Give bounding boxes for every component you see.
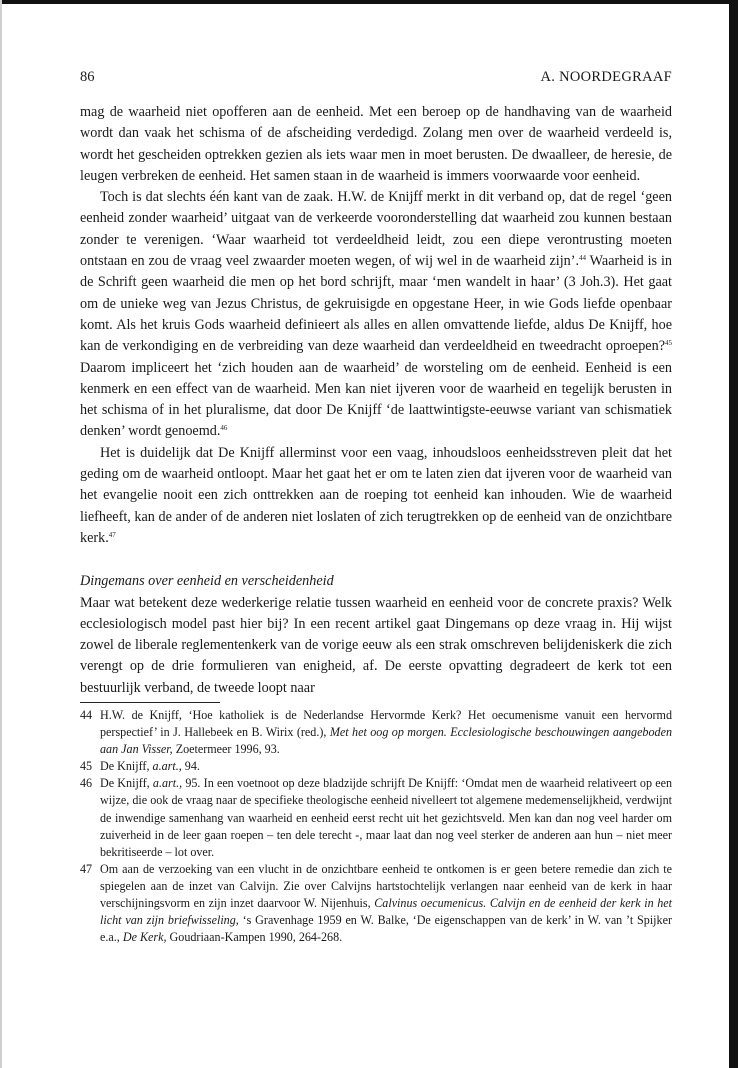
footnote-text-part: Goudriaan-Kampen 1990, 264-268.	[166, 930, 343, 945]
body-text	[80, 102, 672, 699]
footnote-text	[100, 861, 672, 946]
paragraph-2	[80, 187, 672, 443]
paragraph-2-text-c: Daarom impliceert het ‘zich houden aan de waarheid’ de worsteling om de eenheid. Eenheid is een kenmerk en een effect van de waarheid. Men kan niet ijveren voor de waarheid en tegelijk berusten in het schisma of in het pluralisme, dat door De Knijff ‘de laattwintigste-eeuwse variant van schismatiek denken’ wordt genoemd.	[80, 359, 672, 440]
footnote-text-part: H.W. de Knijff, ‘Hoe katholiek is de Nederlandse Hervormde Kerk? Het oecumenisme vanuit een hervormd perspectief’ in J. Hallebeek en B. Wirix (red.),	[100, 708, 672, 740]
paragraph-3	[80, 443, 672, 549]
footnote-47	[80, 861, 672, 946]
footnote-ref-44[interactable]: 44	[579, 254, 587, 263]
footnote-44	[80, 707, 672, 758]
footnote-title-italic: De Kerk,	[122, 930, 167, 945]
footnote-title-italic: a.art.,	[152, 759, 182, 774]
footnote-number: 45	[80, 759, 93, 774]
footnote-text	[100, 707, 672, 758]
section-heading: Dingemans over eenheid en verscheidenheid	[80, 573, 334, 590]
running-header	[80, 68, 672, 86]
footnote-rule	[80, 702, 220, 703]
paragraph-2-text-b: Waarheid is in de Schrift geen waarheid die men op het bord schrijft, maar ‘men wandelt in haar’ (3 Joh.3). Het gaat om de unieke weg van Jezus Christus, de gekruisigde en opgestane Heer, in wie Gods liefde openbaar komt. Als het kruis Gods waarheid definieert als alles en allen omvattende liefde, aldus De Knijff, hoe kan de verkondiging en de verbreiding van deze waarheid dan verdeeldheid en tweedracht oproepen?	[80, 253, 672, 355]
page-number: 86	[80, 69, 95, 85]
scan-border-left	[0, 0, 2, 1068]
footnote-title-italic: Met het oog op morgen. Ecclesiologische beschouwingen aangeboden aan Jan Visser,	[100, 725, 672, 757]
footnote-text-part: Zoetermeer 1996, 93.	[172, 742, 280, 757]
footnote-number: 44	[80, 708, 93, 723]
footnote-text	[100, 758, 672, 775]
paragraph-1	[80, 102, 672, 187]
section-paragraph: Maar wat betekent deze wederkerige relatie tussen waarheid en eenheid voor de concrete praxis? Welk ecclesiologisch model past hier bij? In een recent artikel gaat Dingemans op deze vraag in. Hij wijst zowel de liberale reglementenkerk van de vorige eeuw als een strak omschreven belijdeniskerk die zich verengt op de drie formulieren van enigheid, af. De eerste opvatting degradeert de kerk tot een bestuurlijk verband, de tweede loopt naar	[80, 594, 672, 696]
paragraph-2-text-a: Toch is dat slechts één kant van de zaak. H.W. de Knijff merkt in dit verband op, dat de regel ‘geen eenheid zonder waarheid’ uitgaat van de verkeerde vooronderstelling dat waarheid zou kunnen bestaan zonder te verenigen. ‘Waar waarheid tot verdeeldheid leidt, zou een diepe verontrusting moeten ontstaan en zou de vraag veel zwaarder moeten wegen, of wij wel in de waarheid zijn’.	[80, 189, 672, 270]
footnote-46	[80, 775, 672, 860]
footnote-ref-46[interactable]: 46	[220, 424, 228, 433]
footnote-text-part: 94.	[181, 759, 200, 774]
footnote-text-part: De Knijff,	[100, 776, 153, 791]
footnote-45	[80, 758, 672, 775]
scan-border-right	[729, 0, 738, 1068]
scan-border-top	[0, 0, 738, 4]
paragraph-1-text: mag de waarheid niet opofferen aan de eenheid. Met een beroep op de handhaving van de waarheid wordt dan vaak het schisma of de afscheiding verdedigd. Zolang men over de waarheid verdeeld is, wordt het gescheiden optrekken gezien als iets waar men in moet berusten. De dwaalleer, de heresie, de leugen verbreken de eenheid. Het samen staan in de waarheid is immers voorwaarde voor eenheid.	[80, 104, 672, 184]
footnote-text-part: Om aan de verzoeking van een vlucht in de onzichtbare eenheid te ontkomen is er geen betere remedie dan zich te spiegelen aan de inzet van Calvijn. Zie over Calvijns hartstochtelijk verlangen naar eenheid van de kerk in haar verschijningsvorm en zijn inzet daarvoor W. Nijenhuis,	[100, 861, 672, 911]
footnote-title-italic: a.art.,	[152, 776, 183, 791]
footnote-ref-47[interactable]: 47	[108, 530, 116, 539]
running-author: A. NOORDEGRAAF	[540, 69, 672, 85]
footnote-title-italic: Calvinus oecumenicus. Calvijn en de eenheid der kerk in het licht van zijn briefwisseling,	[100, 896, 672, 928]
footnote-text	[100, 775, 672, 860]
footnote-text-part: 95. In een voetnoot op deze bladzijde schrijft De Knijff: ‘Omdat men de waarheid relativeert op een wijze, die ook de vraag naar de specifieke theologische eenheid nivelleert tot algemene medemenselijkheid, verdwijnt de inwendige samenhang van waarheid en eenheid eerst recht uit het gezichtsveld. Men kan dan nog veel harder om zuiverheid in de leer gaan roepen – ten dele terecht -, maar laat dan nog veel sterker de anderen aan hun – niet meer bekritiseerde – lot over.	[100, 776, 673, 859]
footnote-number: 47	[80, 861, 93, 876]
footnote-text-part: De Knijff,	[100, 759, 153, 774]
footnote-ref-45[interactable]: 45	[665, 339, 672, 348]
book-page	[80, 68, 672, 946]
footnote-text-part: ‘s Gravenhage 1959 en W. Balke, ‘De eigenschappen van de kerk’ in W. van ’t Spijker e.a.,	[100, 913, 672, 945]
footnotes	[80, 707, 672, 946]
paragraph-3-text: Het is duidelijk dat De Knijff allerminst voor een vaag, inhoudsloos eenheidsstreven pleit dat het geding om de waarheid ontloopt. Maar het gaat het er om te laten zien dat ijveren voor de waarheid van het evangelie nooit een zich onttrekken aan de roeping tot eenheid kan inhouden. Wie de waarheid liefheeft, kan de ander of de anderen niet loslaten of zich terugtrekken op de eenheid van de onzichtbare kerk.	[80, 444, 672, 546]
footnote-number: 46	[80, 776, 93, 791]
